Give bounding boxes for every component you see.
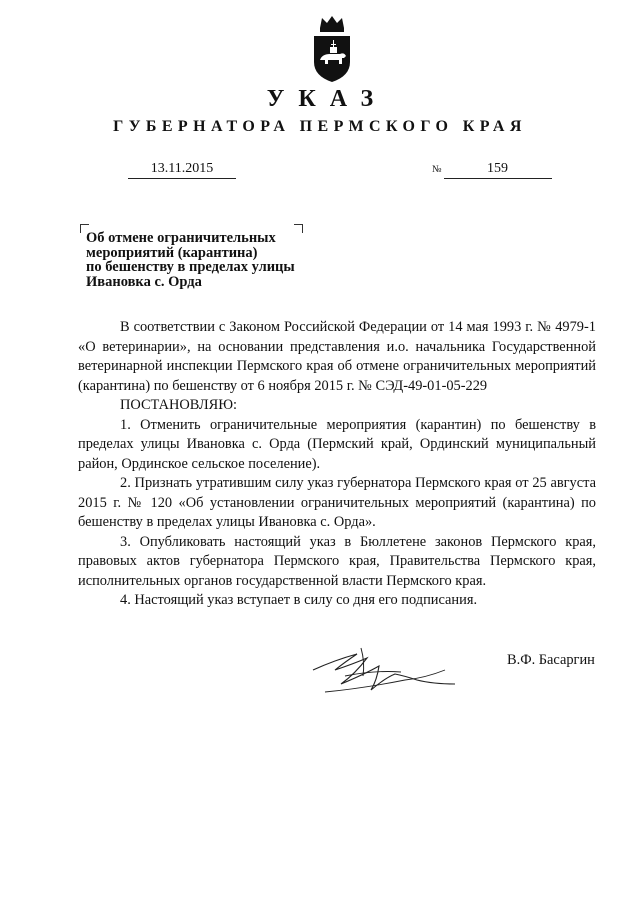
preamble-paragraph: В соответствии с Законом Российской Федерации от 14 мая 1993 г. № 4979-1 «О ветеринарии», на основании представления и.о. начальника Государственной ветеринарной инспекции Пермского края об отмене ограничительных мероприятий (карантина) по бешенству от 6 ноября 2015 г. № СЭД-49-01-05-229 [78,319,596,394]
document-body [78,318,596,611]
clause-4: 4. Настоящий указ вступает в силу со дня его подписания. [120,592,478,608]
number-sign: № [432,164,442,175]
signature-image [305,640,465,700]
document-number: 159 [444,160,552,179]
document-title: УКАЗ [266,86,388,112]
heading-line: по бешенству в пределах улицы [86,259,295,275]
clause-2: 2. Признать утратившим силу указ губернатора Пермского края от 25 августа 2015 г. № 120 «Об установлении ограничительных мероприятий (карантина) по бешенству в пределах улицы Ивановка с. Орда». [78,475,596,530]
document-number-block [432,160,552,179]
clause-1: 1. Отменить ограничительные мероприятия (карантин) по бешенству в пределах улицы Ивановка с. Орда (Пермский край, Ординский муниципальный район, Ординское сельское поселение). [78,416,596,472]
document-date: 13.11.2015 [128,160,236,179]
heading-line: Ивановка с. Орда [86,273,202,290]
heading-line: мероприятий (карантина) [86,244,258,261]
signer-name: В.Ф. Басаргин [507,652,595,668]
clause-3: 3. Опубликовать настоящий указ в Бюллетене законов Пермского края, правовых актов губернатора Пермского края, Правительства Пермского края, исполнительных органов государственной власти Пермского края. [78,533,596,589]
coat-of-arms-icon [300,14,364,86]
resolve-keyword: ПОСТАНОВЛЯЮ: [120,397,238,413]
document-subtitle: ГУБЕРНАТОРА ПЕРМСКОГО КРАЯ [113,118,527,135]
document-heading [86,231,316,289]
heading-line: Об отмене ограничительных [86,230,276,246]
